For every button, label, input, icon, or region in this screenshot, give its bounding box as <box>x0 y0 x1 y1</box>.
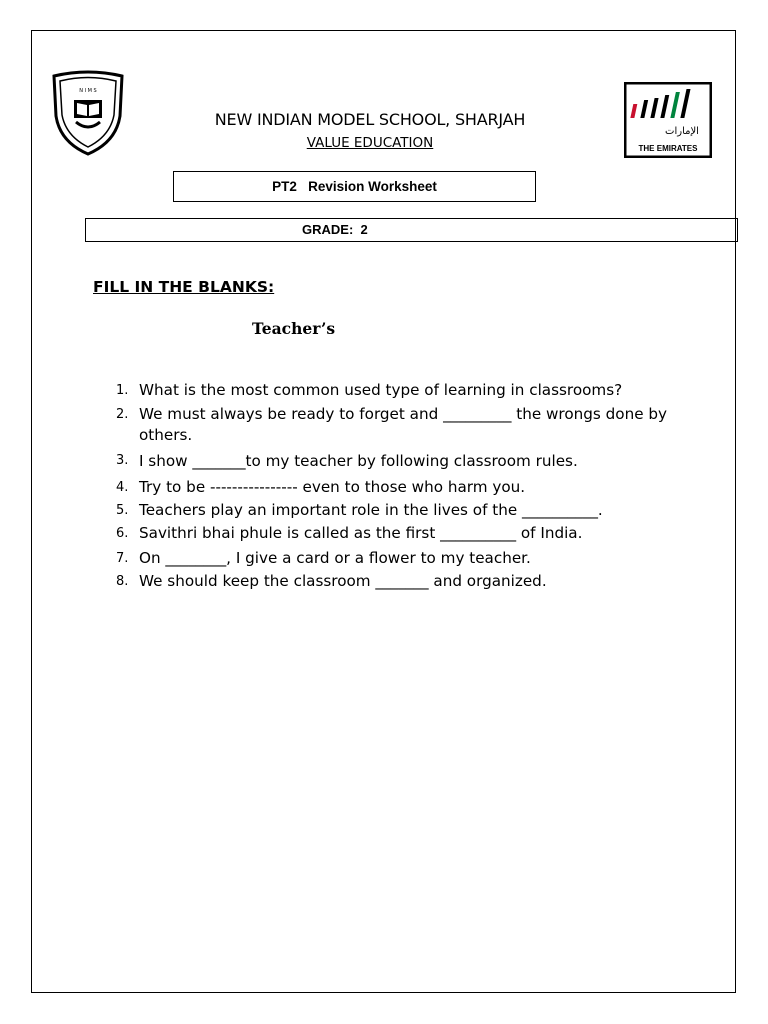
question-list <box>112 380 672 592</box>
question-number: 8. <box>116 574 129 589</box>
question-number: 3. <box>116 453 129 468</box>
question-number: 2. <box>116 407 129 422</box>
subject-title: VALUE EDUCATION <box>306 135 434 151</box>
question-number: 7. <box>116 551 129 566</box>
emirates-arabic-text: الإمارات <box>665 126 699 137</box>
question-text: We must always be ready to forget and _________ the wrongs done by others. <box>139 405 667 444</box>
worksheet-subtitle: Teacher’s <box>252 319 336 338</box>
question-text: Teachers play an important role in the lives of the __________. <box>139 501 603 519</box>
school-crest-logo <box>50 70 126 156</box>
school-name: NEW INDIAN MODEL SCHOOL, SHARJAH <box>214 110 526 129</box>
question-text: Try to be ---------------- even to those who harm you. <box>139 478 526 496</box>
question-item <box>112 477 672 498</box>
question-item <box>112 548 672 569</box>
question-item <box>112 449 672 473</box>
emirates-logo-text: THE EMIRATES <box>638 144 698 153</box>
question-item <box>112 523 672 544</box>
question-item <box>112 380 672 401</box>
question-item <box>112 500 672 521</box>
grade-label: GRADE: 2 <box>302 222 368 237</box>
grade-box <box>85 218 738 242</box>
question-text: Savithri bhai phule is called as the first __________ of India. <box>139 524 583 542</box>
question-number: 5. <box>116 503 129 518</box>
worksheet-title-box <box>173 171 536 202</box>
question-number: 4. <box>116 480 129 495</box>
svg-text:N I M S: N I M S <box>79 88 97 94</box>
question-item <box>112 404 672 446</box>
question-text: What is the most common used type of learning in classrooms? <box>139 381 623 399</box>
section-heading: FILL IN THE BLANKS: <box>93 278 275 296</box>
question-number: 1. <box>116 383 129 398</box>
question-item <box>112 571 672 592</box>
question-number: 6. <box>116 526 129 541</box>
the-emirates-logo <box>624 82 712 158</box>
worksheet-title: PT2 Revision Worksheet <box>272 179 437 194</box>
question-text: I show _______to my teacher by following classroom rules. <box>139 452 578 470</box>
question-text: We should keep the classroom _______ and organized. <box>139 572 547 590</box>
question-text: On ________, I give a card or a flower to my teacher. <box>139 549 531 567</box>
